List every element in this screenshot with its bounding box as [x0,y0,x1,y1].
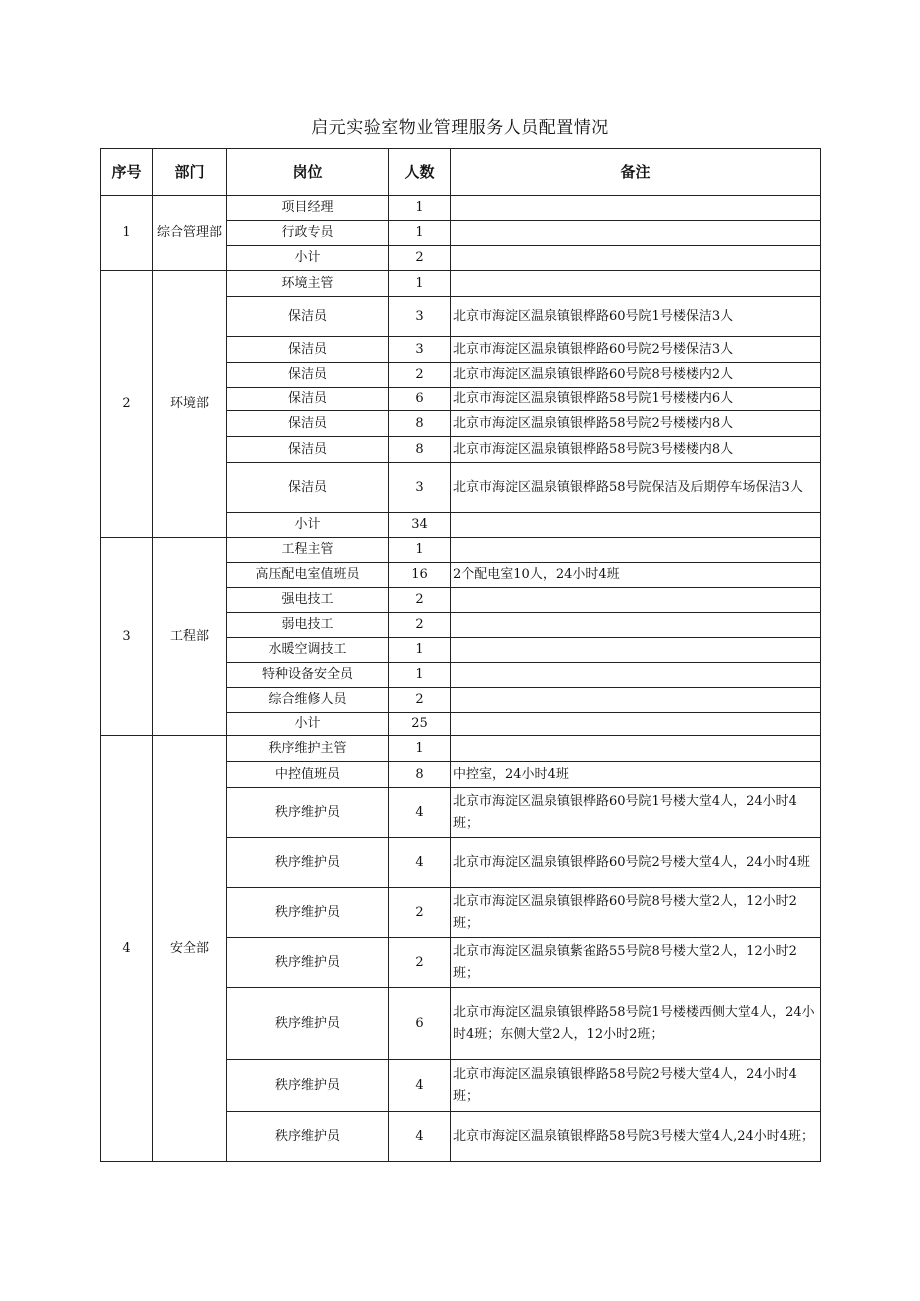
count-cell: 3 [389,337,451,363]
dept-cell: 综合管理部 [153,196,227,271]
count-cell: 2 [389,363,451,388]
note-cell: 中控室，24小时4班 [451,762,821,788]
note-cell: 北京市海淀区温泉镇银桦路58号院1号楼楼西侧大堂4人，24小时4班；东侧大堂2人，12小时2班； [451,988,821,1060]
count-cell: 1 [389,638,451,663]
table-row [101,538,821,563]
seq-cell: 4 [101,736,153,1162]
dept-cell: 安全部 [153,736,227,1162]
table-header-row [101,149,821,196]
count-cell: 2 [389,688,451,713]
note-cell: 北京市海淀区温泉镇银桦路60号院2号楼保洁3人 [451,337,821,363]
post-cell: 小计 [227,246,389,271]
table-row [101,736,821,762]
note-cell [451,688,821,713]
count-cell: 8 [389,411,451,437]
count-cell: 2 [389,246,451,271]
count-cell: 1 [389,663,451,688]
note-cell [451,538,821,563]
count-cell: 25 [389,713,451,736]
count-cell: 16 [389,563,451,588]
count-cell: 6 [389,388,451,411]
note-cell: 北京市海淀区温泉镇紫雀路55号院8号楼大堂2人，12小时2班； [451,938,821,988]
note-cell: 北京市海淀区温泉镇银桦路58号院2号楼楼内8人 [451,411,821,437]
count-cell: 1 [389,196,451,221]
post-cell: 保洁员 [227,411,389,437]
post-cell: 高压配电室值班员 [227,563,389,588]
count-cell: 4 [389,788,451,838]
note-cell [451,271,821,297]
count-cell: 2 [389,888,451,938]
note-cell: 2个配电室10人，24小时4班 [451,563,821,588]
post-cell: 弱电技工 [227,613,389,638]
count-cell: 2 [389,938,451,988]
note-cell [451,736,821,762]
post-cell: 秩序维护主管 [227,736,389,762]
count-cell: 1 [389,271,451,297]
count-cell: 4 [389,838,451,888]
seq-cell: 2 [101,271,153,538]
note-cell: 北京市海淀区温泉镇银桦路60号院1号楼大堂4人，24小时4班； [451,788,821,838]
staff-table [100,148,821,1162]
header-dept: 部门 [153,149,227,196]
post-cell: 强电技工 [227,588,389,613]
count-cell: 2 [389,613,451,638]
count-cell: 1 [389,736,451,762]
post-cell: 保洁员 [227,337,389,363]
note-cell [451,588,821,613]
count-cell: 2 [389,588,451,613]
count-cell: 3 [389,297,451,337]
post-cell: 秩序维护员 [227,838,389,888]
page-title: 启元实验室物业管理服务人员配置情况 [311,118,609,138]
count-cell: 4 [389,1060,451,1112]
post-cell: 秩序维护员 [227,938,389,988]
table-body [101,196,821,1162]
note-cell: 北京市海淀区温泉镇银桦路60号院1号楼保洁3人 [451,297,821,337]
count-cell: 1 [389,538,451,563]
header-post: 岗位 [227,149,389,196]
note-cell: 北京市海淀区温泉镇银桦路60号院2号楼大堂4人，24小时4班 [451,838,821,888]
note-cell: 北京市海淀区温泉镇银桦路58号院保洁及后期停车场保洁3人 [451,463,821,513]
post-cell: 小计 [227,713,389,736]
note-cell [451,613,821,638]
post-cell: 项目经理 [227,196,389,221]
table-row [101,196,821,221]
note-cell: 北京市海淀区温泉镇银桦路58号院2号楼大堂4人，24小时4班； [451,1060,821,1112]
note-cell [451,196,821,221]
post-cell: 保洁员 [227,463,389,513]
count-cell: 8 [389,437,451,463]
note-cell: 北京市海淀区温泉镇银桦路58号院3号楼楼内8人 [451,437,821,463]
post-cell: 保洁员 [227,388,389,411]
header-count: 人数 [389,149,451,196]
note-cell [451,713,821,736]
header-note: 备注 [451,149,821,196]
post-cell: 水暖空调技工 [227,638,389,663]
note-cell: 北京市海淀区温泉镇银桦路60号院8号楼楼内2人 [451,363,821,388]
note-cell [451,221,821,246]
note-cell [451,663,821,688]
post-cell: 秩序维护员 [227,788,389,838]
post-cell: 行政专员 [227,221,389,246]
count-cell: 4 [389,1112,451,1162]
dept-cell: 环境部 [153,271,227,538]
post-cell: 小计 [227,513,389,538]
table-row [101,271,821,297]
note-cell: 北京市海淀区温泉镇银桦路58号院1号楼楼内6人 [451,388,821,411]
seq-cell: 1 [101,196,153,271]
post-cell: 综合维修人员 [227,688,389,713]
header-seq: 序号 [101,149,153,196]
post-cell: 中控值班员 [227,762,389,788]
dept-cell: 工程部 [153,538,227,736]
post-cell: 保洁员 [227,297,389,337]
count-cell: 34 [389,513,451,538]
note-cell: 北京市海淀区温泉镇银桦路60号院8号楼大堂2人，12小时2班； [451,888,821,938]
post-cell: 秩序维护员 [227,1060,389,1112]
post-cell: 保洁员 [227,363,389,388]
post-cell: 特种设备安全员 [227,663,389,688]
note-cell [451,246,821,271]
post-cell: 秩序维护员 [227,988,389,1060]
note-cell [451,638,821,663]
seq-cell: 3 [101,538,153,736]
count-cell: 3 [389,463,451,513]
post-cell: 工程主管 [227,538,389,563]
note-cell [451,513,821,538]
count-cell: 6 [389,988,451,1060]
post-cell: 保洁员 [227,437,389,463]
post-cell: 秩序维护员 [227,888,389,938]
post-cell: 秩序维护员 [227,1112,389,1162]
count-cell: 1 [389,221,451,246]
post-cell: 环境主管 [227,271,389,297]
note-cell: 北京市海淀区温泉镇银桦路58号院3号楼大堂4人,24小时4班； [451,1112,821,1162]
count-cell: 8 [389,762,451,788]
